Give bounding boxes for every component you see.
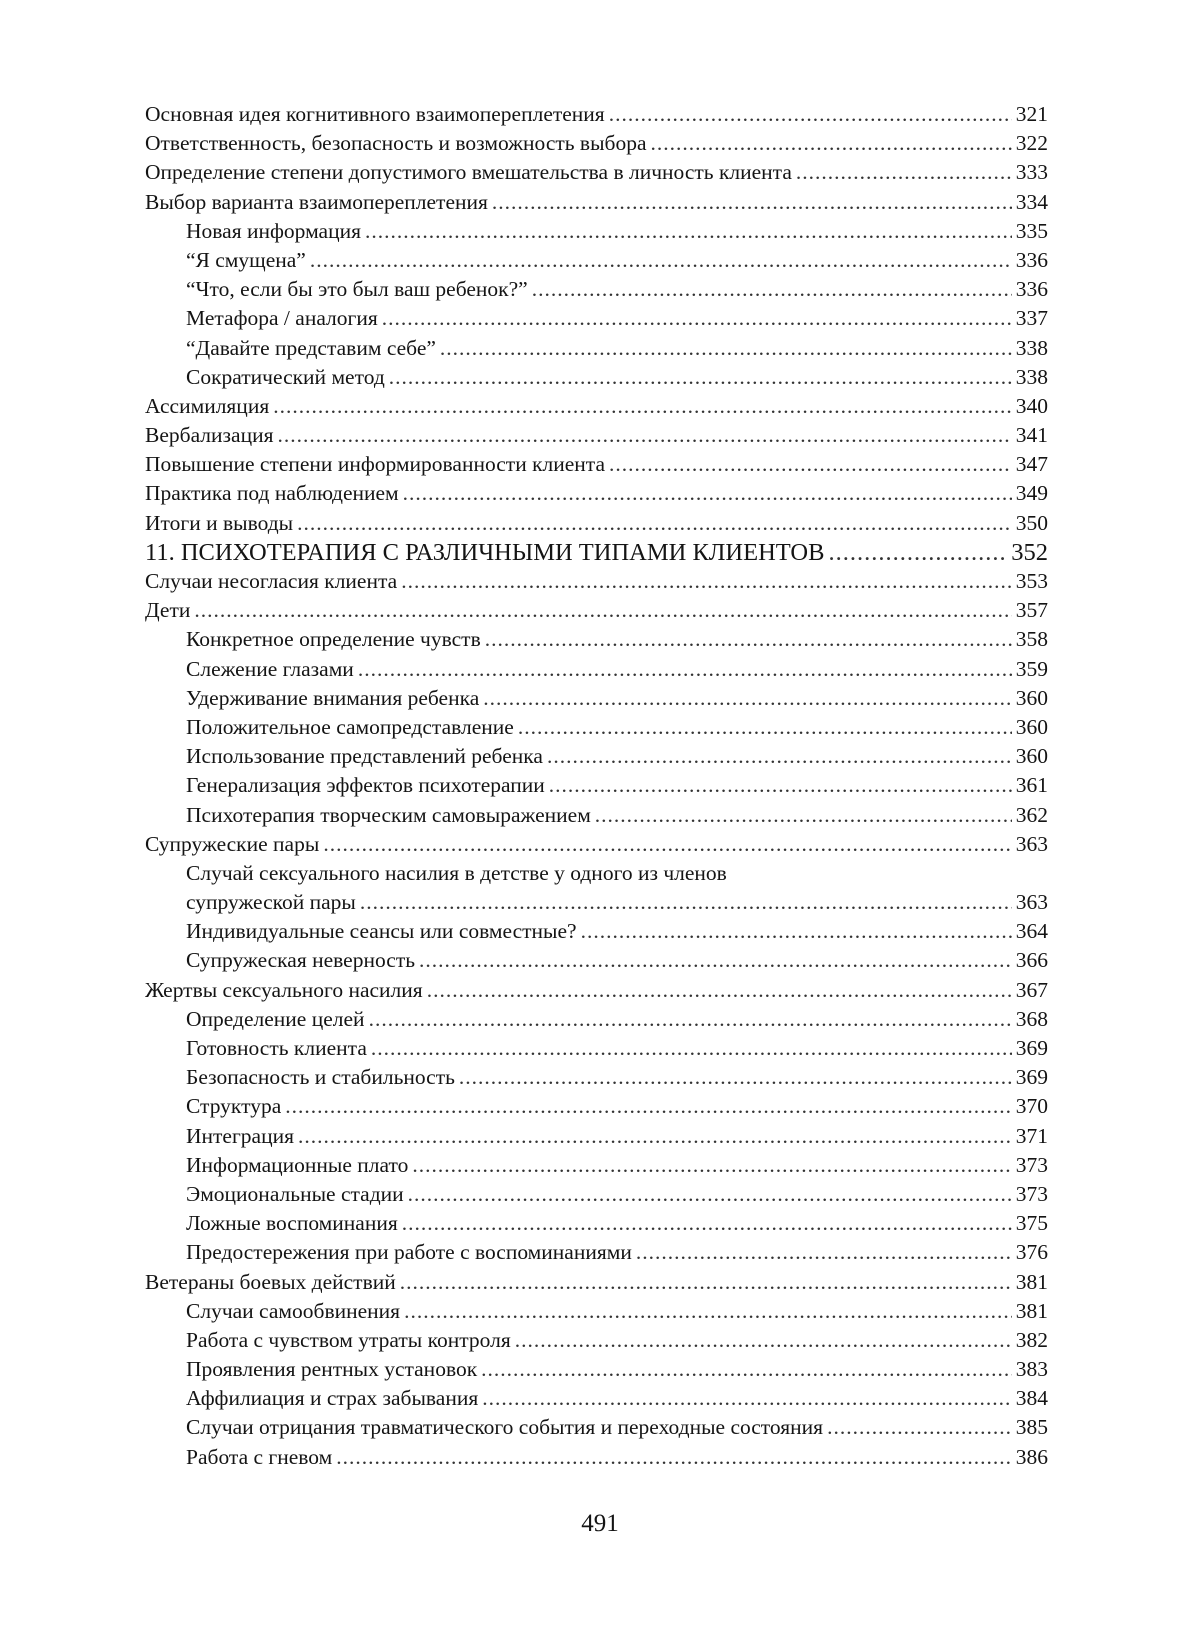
toc-entry: [145, 976, 1048, 1005]
dot-leader: [310, 246, 1012, 275]
toc-entry-page: 376: [1015, 1240, 1048, 1265]
toc-entry-title: Удерживание внимания ребенка: [186, 685, 480, 710]
dot-leader: [412, 1151, 1011, 1180]
toc-entry-title: Практика под наблюдением: [145, 481, 399, 506]
toc-entry: [145, 859, 1048, 888]
dot-leader: [194, 596, 1011, 625]
dot-leader: [408, 1180, 1012, 1209]
toc-entry-page: 381: [1015, 1298, 1048, 1323]
toc-entry-title: Конкретное определение чувств: [186, 627, 481, 652]
toc-entry: [145, 1238, 1048, 1267]
toc-entry-page: 363: [1015, 890, 1048, 915]
toc-entry-page: 359: [1015, 656, 1048, 681]
toc-entry-page: 352: [1011, 538, 1048, 566]
toc-entry: [145, 1180, 1048, 1209]
toc-entry-title: Слежение глазами: [186, 656, 354, 681]
page-number: 491: [581, 1510, 619, 1537]
toc-entry: [145, 158, 1048, 187]
toc-entry: [145, 1268, 1048, 1297]
toc-entry-title: Готовность клиента: [186, 1036, 367, 1060]
toc-entry-title: Предостережения при работе с воспоминаниями: [186, 1240, 632, 1265]
toc-entry-title: Супружеские пары: [145, 831, 320, 856]
dot-leader: [482, 1384, 1012, 1413]
toc-entry-page: 334: [1015, 189, 1048, 214]
toc-entry-title: Случаи отрицания травматического события и переходные состояния: [186, 1415, 824, 1440]
dot-leader: [549, 771, 1012, 800]
dot-leader: [609, 100, 1012, 129]
dot-leader: [440, 334, 1012, 363]
toc-entry-title: Дети: [145, 598, 191, 623]
dot-leader: [481, 1355, 1012, 1384]
toc-entry-page: 338: [1015, 364, 1048, 389]
dot-leader: [828, 538, 1007, 567]
toc-entry-title: Положительное самопредставление: [186, 714, 514, 739]
dot-leader: [389, 363, 1012, 392]
toc-entry: [145, 1355, 1048, 1384]
toc-entry: [145, 1063, 1048, 1092]
toc-entry-page: 368: [1015, 1006, 1048, 1031]
dot-leader: [636, 1238, 1012, 1267]
dot-leader: [492, 188, 1012, 217]
toc-entry-title: Новая информация: [186, 218, 361, 243]
dot-leader: [402, 1209, 1012, 1238]
toc-entry: [145, 801, 1048, 830]
dot-leader: [358, 655, 1012, 684]
toc-entry-title: Определение степени допустимого вмешательства в личность клиента: [145, 160, 792, 185]
toc-entry: [145, 830, 1048, 859]
toc-entry-title: Случаи несогласия клиента: [145, 569, 398, 593]
toc-entry: [145, 1151, 1048, 1180]
toc-entry-page: 335: [1015, 218, 1048, 243]
toc-entry: [145, 917, 1048, 946]
toc-entry-title: Индивидуальные сеансы или совместные?: [186, 919, 577, 944]
toc-entry-page: 366: [1015, 948, 1048, 973]
dot-leader: [595, 801, 1012, 830]
dot-leader: [400, 1268, 1012, 1297]
dot-leader: [515, 1326, 1012, 1355]
dot-leader: [323, 830, 1011, 859]
toc-entry: [145, 392, 1048, 421]
toc-entry: [145, 655, 1048, 684]
toc-entry-page: 369: [1015, 1036, 1048, 1060]
toc-entry: [145, 246, 1048, 275]
dot-leader: [277, 421, 1011, 450]
toc-entry-page: 385: [1015, 1415, 1048, 1440]
toc-entry: [145, 596, 1048, 625]
toc-entry-page: 333: [1015, 160, 1048, 185]
toc-entry-page: 338: [1015, 335, 1048, 360]
dot-leader: [827, 1413, 1012, 1442]
toc-entry-title: Ответственность, безопасность и возможность выбора: [145, 131, 647, 156]
toc-entry-page: 358: [1015, 627, 1048, 652]
toc-entry: [145, 771, 1048, 800]
toc-entry-page: 383: [1015, 1357, 1048, 1382]
toc-entry-title: Информационные плато: [186, 1152, 409, 1177]
dot-leader: [369, 1005, 1012, 1034]
toc-entry: [145, 713, 1048, 742]
toc-entry: [145, 217, 1048, 246]
toc-entry-title: “Я смущена”: [186, 247, 306, 272]
toc-entry: [145, 1443, 1048, 1472]
toc-entry: [145, 450, 1048, 479]
toc-entry-title: Основная идея когнитивного взаимопереплетения: [145, 102, 605, 126]
toc-entry-title: Ветераны боевых действий: [145, 1269, 396, 1294]
toc-entry-page: 373: [1015, 1181, 1048, 1206]
dot-leader: [360, 888, 1012, 917]
toc-entry: [145, 421, 1048, 450]
toc-entry-page: 382: [1015, 1327, 1048, 1352]
toc-entry-title: Использование представлений ребенка: [186, 744, 543, 769]
toc-entry: [145, 1384, 1048, 1413]
dot-leader: [403, 479, 1012, 508]
toc-entry-title: Повышение степени информированности клиента: [145, 452, 606, 477]
toc-entry-title: Безопасность и стабильность: [186, 1065, 455, 1090]
toc-entry: [145, 1092, 1048, 1121]
toc-entry-title: Работа с гневом: [186, 1444, 333, 1469]
toc-entry-page: 336: [1015, 277, 1048, 302]
dot-leader: [547, 742, 1012, 771]
toc-entry-title: Выбор варианта взаимопереплетения: [145, 189, 488, 214]
toc-entry-title: Ассимиляция: [145, 393, 270, 418]
toc-entry-title: 11. ПСИХОТЕРАПИЯ С РАЗЛИЧНЫМИ ТИПАМИ КЛИЕНТОВ: [145, 538, 825, 566]
toc-entry: [145, 742, 1048, 771]
dot-leader: [382, 304, 1012, 333]
toc-entry-title: Ложные воспоминания: [186, 1211, 398, 1236]
dot-leader: [518, 713, 1012, 742]
toc-entry: [145, 188, 1048, 217]
toc-entry-page: 384: [1015, 1386, 1048, 1411]
toc-entry-page: 322: [1015, 131, 1048, 156]
dot-leader: [609, 450, 1012, 479]
toc-entry-title: Итоги и выводы: [145, 510, 294, 535]
toc-entry-page: 369: [1015, 1065, 1048, 1090]
toc-entry: [145, 946, 1048, 975]
toc-entry: [145, 100, 1048, 129]
dot-leader: [459, 1063, 1012, 1092]
dot-leader: [298, 1122, 1012, 1151]
dot-leader: [796, 158, 1012, 187]
toc-entry: [145, 1122, 1048, 1151]
dot-leader: [371, 1034, 1012, 1063]
toc-entry-page: 361: [1015, 773, 1048, 798]
toc-entry-title: Сократический метод: [186, 364, 385, 389]
toc-entry: [145, 684, 1048, 713]
dot-leader: [336, 1443, 1012, 1472]
toc-entry-page: 347: [1015, 452, 1048, 477]
toc-entry-page: 364: [1015, 919, 1048, 944]
toc-entry-page: 360: [1015, 714, 1048, 739]
toc-entry-title: Случай сексуального насилия в детстве у одного из членов: [186, 860, 727, 885]
toc-entry: [145, 625, 1048, 654]
toc-entry-page: 363: [1015, 831, 1048, 856]
toc-entry-page: 360: [1015, 685, 1048, 710]
toc-entry: [145, 1005, 1048, 1034]
toc-entry-page: 340: [1015, 393, 1048, 418]
toc-entry: [145, 275, 1048, 304]
toc-entry-page: 386: [1015, 1444, 1048, 1469]
toc-entry-title: Жертвы сексуального насилия: [145, 977, 423, 1002]
toc-entry: [145, 567, 1048, 596]
toc-entry: [145, 1413, 1048, 1442]
toc-entry: [145, 479, 1048, 508]
toc-entry-title: Работа с чувством утраты контроля: [186, 1327, 511, 1352]
toc-entry-page: 357: [1015, 598, 1048, 623]
dot-leader: [485, 625, 1012, 654]
dot-leader: [651, 129, 1012, 158]
toc-entry-title: Интеграция: [186, 1123, 294, 1148]
toc-entry: [145, 1326, 1048, 1355]
toc-entry-page: 367: [1015, 977, 1048, 1002]
toc-entry-page: 381: [1015, 1269, 1048, 1294]
toc-entry: [145, 304, 1048, 333]
toc-entry-title: Аффилиация и страх забывания: [186, 1386, 479, 1411]
toc-entry-page: 360: [1015, 744, 1048, 769]
toc-entry-title: Проявления рентных установок: [186, 1357, 478, 1382]
toc-entry-title: Генерализация эффектов психотерапии: [186, 773, 545, 798]
toc-entry: [145, 334, 1048, 363]
dot-leader: [401, 567, 1012, 596]
toc-entry-page: 336: [1015, 247, 1048, 272]
toc-entry-page: 337: [1015, 306, 1048, 331]
toc-entry-title: Определение целей: [186, 1006, 365, 1031]
toc-entry-title: Структура: [186, 1094, 282, 1119]
toc-entry: [145, 1297, 1048, 1326]
toc-entry-title: “Что, если бы это был ваш ребенок?”: [186, 277, 528, 302]
toc-entry-title: Метафора / аналогия: [186, 306, 378, 331]
toc-entry: [145, 129, 1048, 158]
toc-entry-page: 349: [1015, 481, 1048, 506]
dot-leader: [285, 1092, 1012, 1121]
toc-entry-page: 341: [1015, 423, 1048, 448]
toc-entry-page: 362: [1015, 802, 1048, 827]
toc-entry-title: супружеской пары: [186, 890, 356, 915]
table-of-contents: [145, 100, 1048, 1472]
dot-leader: [427, 976, 1012, 1005]
toc-entry-title: Эмоциональные стадии: [186, 1181, 404, 1206]
toc-entry: [145, 509, 1048, 538]
dot-leader: [581, 917, 1012, 946]
dot-leader: [365, 217, 1012, 246]
toc-entry-title: Супружеская неверность: [186, 948, 416, 973]
toc-entry-title: Вербализация: [145, 423, 274, 448]
toc-entry-title: Случаи самообвинения: [186, 1298, 401, 1323]
toc-entry-page: 371: [1015, 1123, 1048, 1148]
dot-leader: [532, 275, 1012, 304]
toc-entry-page: 373: [1015, 1152, 1048, 1177]
toc-entry-page: 321: [1015, 102, 1048, 126]
toc-entry: [145, 888, 1048, 917]
dot-leader: [419, 946, 1012, 975]
toc-entry: [145, 1034, 1048, 1063]
toc-entry-page: 350: [1015, 510, 1048, 535]
dot-leader: [297, 509, 1012, 538]
toc-entry-title: Психотерапия творческим самовыражением: [186, 802, 591, 827]
toc-entry: [145, 363, 1048, 392]
toc-chapter-heading: [145, 538, 1048, 567]
dot-leader: [483, 684, 1012, 713]
toc-entry-title: “Давайте представим себе”: [186, 335, 436, 360]
toc-entry-page: 370: [1015, 1094, 1048, 1119]
toc-entry-page: 375: [1015, 1211, 1048, 1236]
dot-leader: [273, 392, 1012, 421]
toc-entry-page: 353: [1015, 569, 1048, 593]
toc-entry: [145, 1209, 1048, 1238]
dot-leader: [404, 1297, 1012, 1326]
